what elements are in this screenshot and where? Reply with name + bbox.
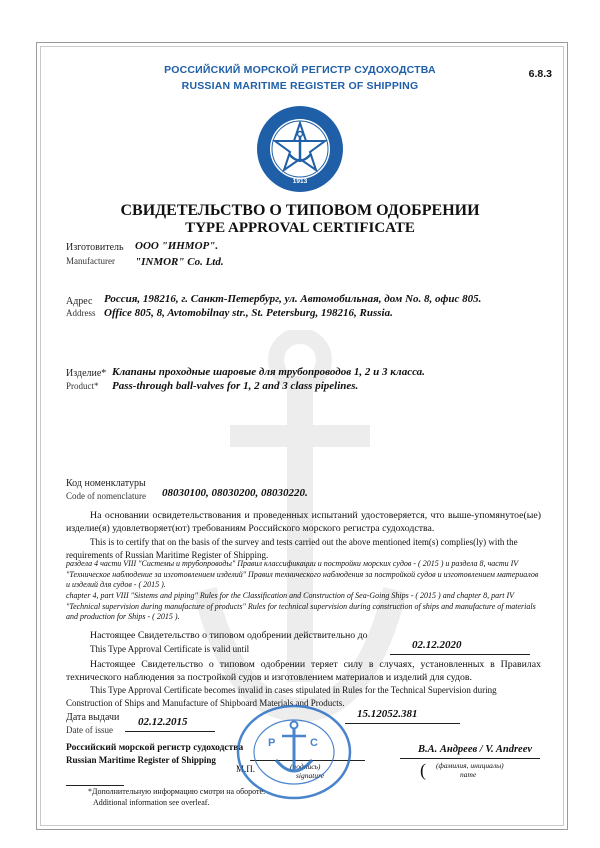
product-value-ru: Клапаны проходные шаровые для трубопроводов 1, 2 и 3 класса. [112,366,425,378]
validity-text-ru: Настоящее Свидетельство о типовом одобрении действительно до [90,630,368,641]
basis-text-en: This is to certify that on the basis of the survey and tests carried out the above mentioned item(s) complies(ly) with the requirements of Russian Maritime Register of Shipping. [66,537,518,560]
nomenclature-label-ru: Код номенклатуры [66,478,146,489]
nomenclature-label-en: Code of nomenclature [66,491,146,501]
issue-date-label-en: Date of issue [66,725,113,735]
product-label-en: Product* [66,381,99,391]
rules-text-ru: раздела 4 части VIII "Системы и трубопроводы" Правил классификации и постройки морских судов - ( 2015 ) и раздела 8, части IV "Техническое наблюдение за изготовлением изделий" Правил технического наблюдения за постройкой судов и изготовлением материалов и изделий для судов - ( 2015 ). [66,559,539,589]
form-number: 6.8.3 [528,68,552,80]
address-label-ru: Адрес [66,296,93,307]
valid-until-date: 02.12.2020 [412,639,462,651]
certificate-title-en: TYPE APPROVAL CERTIFICATE [185,220,415,236]
register-name-ru: РОССИЙСКИЙ МОРСКОЙ РЕГИСТР СУДОХОДСТВА [164,64,436,76]
basis-text-ru: На основании освидетельствования и проведенных испытаний удостоверяется, что выше-упомянутое(ые) изделие(я) удовлетворяет(ют) требованиям Российского морского регистра судоходства. [66,510,541,534]
valid-until-underline [390,654,530,655]
signatory-name: В.А. Андреев / V. Andreev [418,744,533,755]
invalid-text-en: This Type Approval Certificate becomes invalid in cases stipulated in Rules for the Technical Supervision during Construction of Ships and Manufacture of Shipboard Materials and Products. [66,685,497,708]
product-label-ru: Изделие* [66,368,107,379]
address-label-en: Address [66,308,96,318]
name-hint-ru: (фамилия, инициалы) [436,761,504,770]
nomenclature-value: 08030100, 08030200, 08030220. [162,487,308,499]
address-value-ru: Россия, 198216, г. Санкт-Петербург, ул. Автомобильная, дом No. 8, офис 805. [104,293,482,305]
signature-org-ru: Российский морской регистр судоходства [66,743,244,753]
issue-date-value: 02.12.2015 [138,716,188,728]
manufacturer-value-en: "INMOR" Co. Ltd. [135,256,224,268]
register-emblem [255,104,345,199]
svg-text:С: С [310,737,318,749]
signature-hint-en: signature [296,771,325,780]
name-hint-bracket: ( [420,760,426,780]
register-name-en: RUSSIAN MARITIME REGISTER OF SHIPPING [181,80,419,92]
certificate-number: 15.12052.381 [357,708,418,720]
rules-text-en: chapter 4, part VIII "Sistems and piping" Rules for the Classification and Construction of Sea-Going Ships - ( 2015 ) and chapter 8, part IV "Technical supervision during manufacture of products" Rules for technical supervision during construction of ships and manufacture of materials and production for Ships - ( 2015 ). [66,591,536,621]
product-value-en: Pass-through ball-valves for 1, 2 and 3 class pipelines. [112,380,359,392]
manufacturer-label-ru: Изготовитель [66,242,124,253]
emblem-year: 1913 [292,178,308,185]
invalid-text-ru: Настоящее Свидетельство о типовом одобрении теряет силу в случаях, установленных в Правилах технического наблюдения за постройкой судов и изготовлением материалов и изделий для судов. [66,659,541,683]
footnote-en: Additional information see overleaf. [93,798,210,807]
manufacturer-label-en: Manufacturer [66,256,115,266]
signature-hint-ru: (подпись) [290,762,321,771]
certificate-title-ru: СВИДЕТЕЛЬСТВО О ТИПОВОМ ОДОБРЕНИИ [120,202,480,219]
signature-org-en: Russian Maritime Register of Shipping [66,755,216,765]
certificate-number-underline [345,723,460,724]
address-value-en: Office 805, 8, Avtomobilnay str., St. Petersburg, 198216, Russia. [104,307,393,319]
footnote-ru: *Дополнительную информацию смотри на обороте. [88,787,266,796]
seal-place-mark: М.П. [236,764,256,774]
name-hint-en: name [460,770,477,779]
issue-date-underline [125,731,215,732]
issue-date-label-ru: Дата выдачи [66,712,120,723]
footnote-separator [66,785,124,786]
signatory-name-underline [400,758,540,759]
validity-text-en: This Type Approval Certificate is valid until [90,644,250,654]
svg-text:Р: Р [268,737,276,749]
manufacturer-value-ru: ООО "ИНМОР". [135,240,219,252]
